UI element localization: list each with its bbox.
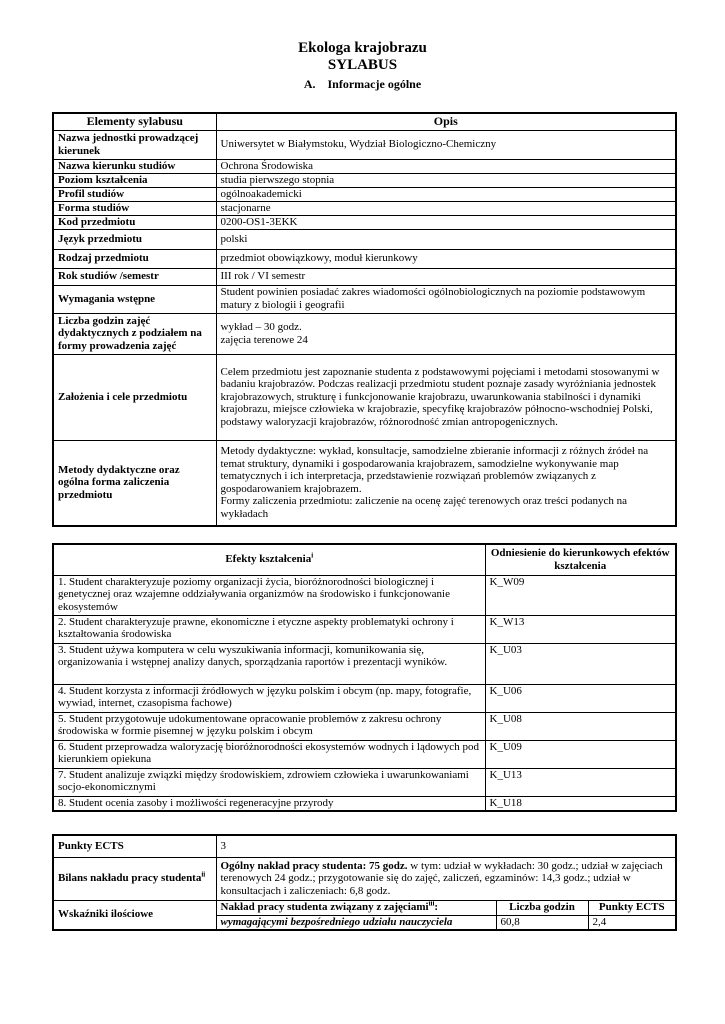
work-col-header-suffix: :	[434, 901, 439, 914]
footnote-mark: iii	[428, 899, 435, 908]
ects-points-value: 3	[216, 835, 676, 857]
row-value: stacjonarne	[216, 201, 676, 215]
row-value: studia pierwszego stopnia	[216, 173, 676, 187]
effect-ref: K_U03	[485, 643, 676, 684]
row-value: Celem przedmiotu jest zapoznanie studenta z podstawowymi pojęciami i metodami stosowanymi w badaniu krajobrazów. Podczas realizacji przedmiotu student poznaje zasady wyróżniania jednostek krajobrazowych, strukturę i funkcjonowanie krajobrazu, uwarunkowania stabilności i dynamiki krajobrazu, miejsce człowieka w krajobrazie, specyfikę krajobrazów północno-wschodniej Polski, podstawy waloryzacji krajobrazów, różnorodność zmian antropogenicznych.	[216, 354, 676, 440]
row-label: Założenia i cele przedmiotu	[53, 354, 216, 440]
footnote-mark: i	[311, 551, 314, 560]
effect-ref: K_U09	[485, 740, 676, 768]
footnote-mark: ii	[201, 870, 206, 879]
workload-breakdown: w tym: udział w wykładach: 30 godz.; udział w zajęciach terenowych 24 godz.; przygotowanie się do zajęć, zaliczeń, egzaminów: 14,3 godz.; udział w konsultacjach i zaliczeniach: 6,8 godz.	[220, 859, 663, 897]
ects-points-label: Punkty ECTS	[53, 835, 216, 857]
col-header-element: Elementy sylabusu	[53, 113, 216, 130]
indicators-label: Wskaźniki ilościowe	[53, 900, 216, 930]
row-label: Metody dydaktyczne oraz ogólna forma zaliczenia przedmiotu	[53, 440, 216, 526]
effects-table	[52, 543, 677, 812]
row-label: Wymagania wstępne	[53, 285, 216, 313]
ects-col-header: Punkty ECTS	[588, 900, 676, 915]
col-header-effects	[53, 544, 485, 575]
effect-text: 3. Student używa komputera w celu wyszukiwania informacji, komunikowania się, organizowania i wstępnej analizy danych, sporządzania raportów i prezentacji wyników.	[53, 643, 485, 684]
hours-lecture: wykład – 30 godz.	[220, 320, 302, 333]
row-value: Uniwersytet w Białymstoku, Wydział Biologiczno-Chemiczny	[216, 130, 676, 159]
row-value: ogólnoakademicki	[216, 187, 676, 201]
assessment-text: Formy zaliczenia przedmiotu: zaliczenie na ocenę zajęć terenowych oraz treści podanych na wykładach	[220, 495, 627, 520]
work-col-header-text: Nakład pracy studenta związany z zajęciami	[220, 901, 429, 914]
section-heading: A. Informacje ogólne	[303, 77, 422, 91]
effect-text: 2. Student charakteryzuje prawne, ekonomiczne i etyczne aspekty problematyki ochrony i kształtowania środowiska	[53, 615, 485, 643]
effect-ref: K_U08	[485, 712, 676, 740]
effect-ref: K_U18	[485, 796, 676, 811]
workload-label-text: Bilans nakładu pracy studenta	[58, 872, 202, 885]
effect-ref: K_W09	[485, 575, 676, 615]
effect-text: 1. Student charakteryzuje poziomy organizacji życia, bioróżnorodności biologicznej i genetycznej oraz wzajemne oddziaływania organizmów na środowisko i funkcjonowanie ekosystemów	[53, 575, 485, 615]
effect-ref: K_U06	[485, 684, 676, 712]
effect-text: 7. Student analizuje związki między środowiskiem, zdrowiem człowieka i uwarunkowaniami socjo-ekonomicznymi	[53, 768, 485, 796]
row-label: Profil studiów	[53, 187, 216, 201]
methods-text: Metody dydaktyczne: wykład, konsultacje, samodzielne zbieranie informacji z różnych źródeł na temat struktury, dynamiki i gospodarowania krajobrazem, samodzielne wykonywanie map tematycznych i ich interpretacja, przedstawienie rozwiązań problemów związanych z gospodarowaniem krajobrazem.	[220, 444, 649, 495]
row-label: Nazwa jednostki prowadzącej kierunek	[53, 130, 216, 159]
row-label: Język przedmiotu	[53, 229, 216, 249]
effect-ref: K_U13	[485, 768, 676, 796]
general-info-table	[52, 112, 677, 527]
effects-header-label: Efekty kształcenia	[225, 553, 312, 566]
row-value	[216, 313, 676, 354]
row-value: przedmiot obowiązkowy, moduł kierunkowy	[216, 249, 676, 268]
ects-table	[52, 834, 677, 931]
row-label: Nazwa kierunku studiów	[53, 159, 216, 173]
effect-ref: K_W13	[485, 615, 676, 643]
row-value: Student powinien posiadać zakres wiadomości ogólnobiologicznych na poziomie podstawowym matury z biologii i geografii	[216, 285, 676, 313]
workload-label	[53, 857, 216, 900]
workload-total: Ogólny nakład pracy studenta: 75 godz.	[220, 859, 408, 872]
row-value	[216, 440, 676, 526]
work-col-header	[216, 900, 496, 915]
effect-text: 8. Student ocenia zasoby i możliwości regeneracyjne przyrody	[53, 796, 485, 811]
row-value: 0200-OS1-3EKK	[216, 215, 676, 229]
row-label: Kod przedmiotu	[53, 215, 216, 229]
row-label: Liczba godzin zajęć dydaktycznych z podziałem na formy prowadzenia zajęć	[53, 313, 216, 354]
teacher-contact-label: wymagającymi bezpośredniego udziału nauczyciela	[216, 915, 496, 930]
row-value: III rok / VI semestr	[216, 268, 676, 285]
col-header-ref: Odniesienie do kierunkowych efektów kształcenia	[485, 544, 676, 575]
document-title: Ekologa krajobrazu	[298, 40, 427, 56]
effect-text: 4. Student korzysta z informacji źródłowych w języku polskim i obcym (np. mapy, fotografie, wywiad, internet, czasopisma fachowe)	[53, 684, 485, 712]
effect-text: 6. Student przeprowadza waloryzację bioróżnorodności ekosystemów wodnych i lądowych pod kierunkiem opiekuna	[53, 740, 485, 768]
row-value: polski	[216, 229, 676, 249]
teacher-contact-hours: 60,8	[496, 915, 588, 930]
col-header-desc: Opis	[216, 113, 676, 130]
hours-field: zajęcia terenowe 24	[220, 333, 308, 346]
document-subtitle: SYLABUS	[327, 57, 398, 73]
hours-col-header: Liczba godzin	[496, 900, 588, 915]
teacher-contact-ects: 2,4	[588, 915, 676, 930]
workload-value	[216, 857, 676, 900]
row-label: Rok studiów /semestr	[53, 268, 216, 285]
row-label: Rodzaj przedmiotu	[53, 249, 216, 268]
row-value: Ochrona Środowiska	[216, 159, 676, 173]
effect-text: 5. Student przygotowuje udokumentowane opracowanie problemów z zakresu ochrony środowiska w formie pisemnej w języku polskim i obcym	[53, 712, 485, 740]
row-label: Poziom kształcenia	[53, 173, 216, 187]
row-label: Forma studiów	[53, 201, 216, 215]
